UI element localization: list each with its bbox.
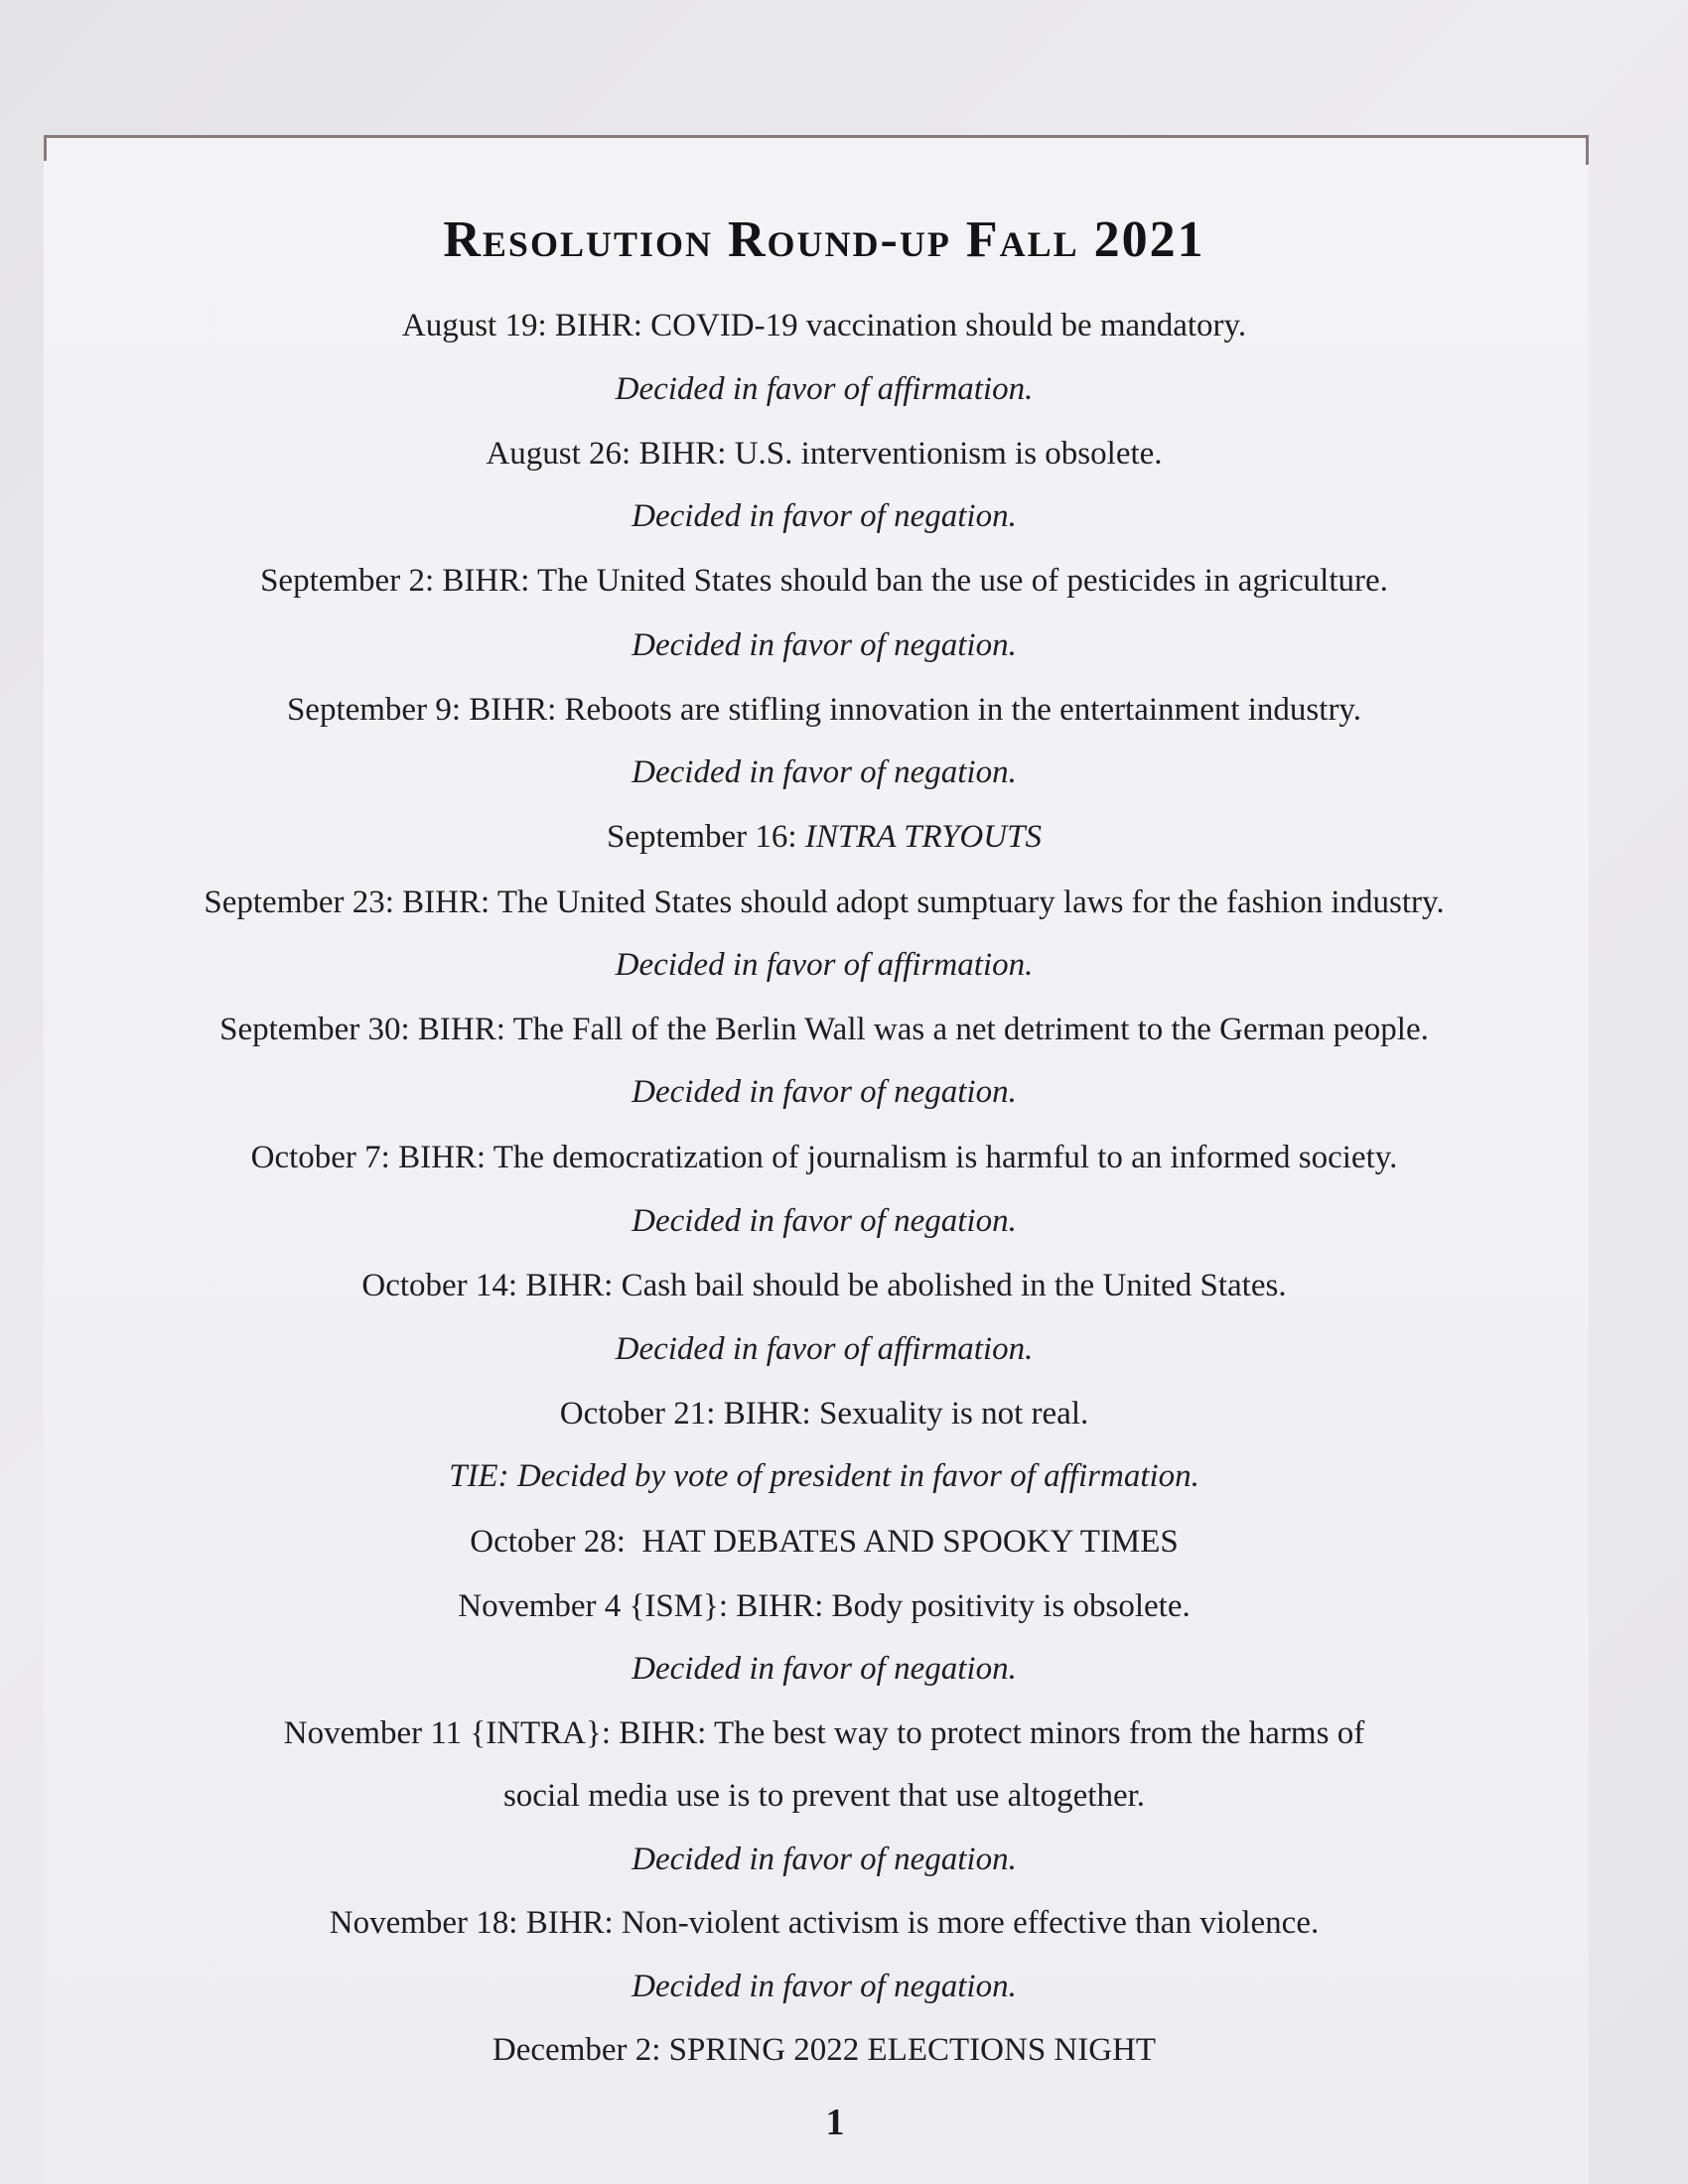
verdict-nov-4: Decided in favor of negation. — [632, 1651, 1017, 1687]
resolution-oct-14: October 14: BIHR: Cash bail should be abolished in the United States. — [361, 1268, 1287, 1303]
verdict-sep-23: Decided in favor of affirmation. — [615, 947, 1034, 983]
event-sep-16-title: INTRA TRYOUTS — [804, 819, 1042, 855]
page-title: Resolution Round-up Fall 2021 — [443, 211, 1205, 268]
event-sep-16 — [0, 817, 1648, 857]
event-dec-2: December 2: SPRING 2022 ELECTIONS NIGHT — [492, 2032, 1157, 2068]
resolution-nov-4: November 4 {ISM}: BIHR: Body positivity is obsolete. — [458, 1588, 1191, 1624]
verdict-sep-9: Decided in favor of negation. — [632, 754, 1017, 790]
page-number: 1 — [825, 2102, 845, 2143]
resolution-nov-18: November 18: BIHR: Non-violent activism is more effective than violence. — [329, 1905, 1320, 1941]
resolution-oct-21: October 21: BIHR: Sexuality is not real. — [559, 1396, 1089, 1432]
verdict-oct-7: Decided in favor of negation. — [632, 1203, 1017, 1239]
resolution-nov-11-line-2: social media use is to prevent that use altogether. — [502, 1778, 1146, 1814]
verdict-aug-19: Decided in favor of affirmation. — [615, 371, 1034, 407]
verdict-oct-14: Decided in favor of affirmation. — [615, 1331, 1034, 1367]
verdict-aug-26: Decided in favor of negation. — [632, 498, 1017, 534]
event-sep-16-date: September 16: — [607, 819, 805, 855]
verdict-sep-30: Decided in favor of negation. — [632, 1074, 1017, 1110]
resolution-sep-30: September 30: BIHR: The Fall of the Berlin Wall was a net detriment to the German people. — [219, 1012, 1429, 1047]
page-frame-top-border — [44, 135, 1589, 138]
page-frame-right-corner — [1586, 135, 1589, 165]
event-oct-28: October 28: HAT DEBATES AND SPOOKY TIMES — [470, 1524, 1179, 1560]
resolution-aug-19: August 19: BIHR: COVID-19 vaccination should be mandatory. — [401, 308, 1247, 343]
resolution-sep-2: September 2: BIHR: The United States should ban the use of pesticides in agriculture. — [260, 563, 1388, 599]
verdict-oct-21: TIE: Decided by vote of president in favor of affirmation. — [449, 1458, 1199, 1494]
resolution-aug-26: August 26: BIHR: U.S. interventionism is obsolete. — [486, 436, 1163, 472]
page-frame-left-corner — [44, 135, 47, 161]
resolution-nov-11-line-1: November 11 {INTRA}: BIHR: The best way to protect minors from the harms of — [283, 1715, 1365, 1751]
verdict-sep-2: Decided in favor of negation. — [632, 627, 1017, 663]
verdict-nov-18: Decided in favor of negation. — [632, 1969, 1017, 2004]
resolution-oct-7: October 7: BIHR: The democratization of journalism is harmful to an informed society. — [250, 1140, 1398, 1175]
resolution-sep-23: September 23: BIHR: The United States should adopt sumptuary laws for the fashion industry. — [204, 885, 1445, 920]
resolution-sep-9: September 9: BIHR: Reboots are stifling innovation in the entertainment industry. — [286, 692, 1362, 728]
verdict-nov-11: Decided in favor of negation. — [632, 1842, 1017, 1877]
